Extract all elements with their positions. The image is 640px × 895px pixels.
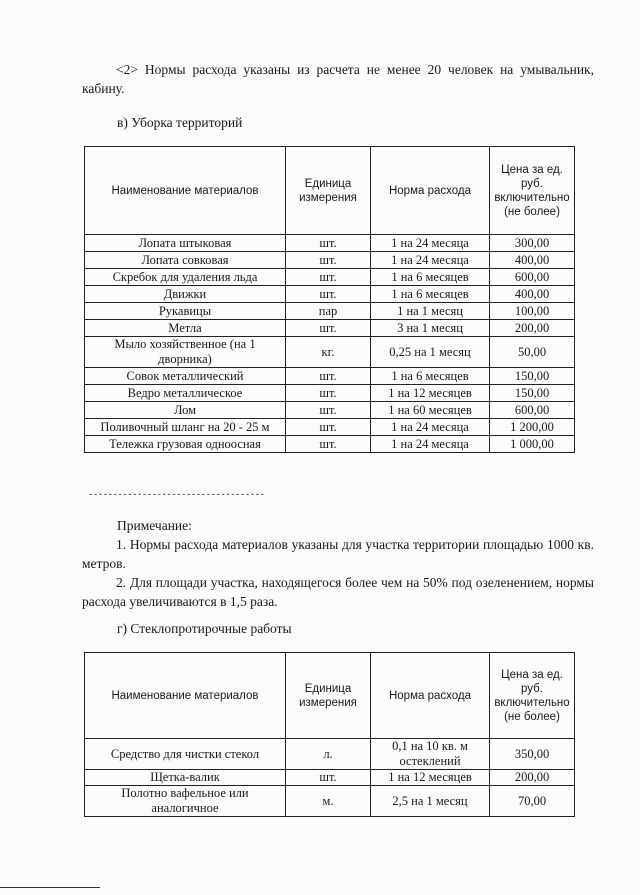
col-header-material: Наименование материалов: [85, 147, 286, 235]
cell-price: 300,00: [490, 235, 575, 252]
cell-unit: шт.: [286, 320, 371, 337]
cell-material: Скребок для удаления льда: [85, 269, 286, 286]
cell-price: 1 200,00: [490, 419, 575, 436]
section-g-heading: г) Стеклопротирочные работы: [117, 621, 292, 636]
cell-price: 350,00: [490, 739, 575, 770]
col-header-rate: Норма расхода: [371, 147, 490, 235]
cell-price: 600,00: [490, 269, 575, 286]
table-row: [85, 286, 575, 303]
cell-material: Лопата совковая: [85, 252, 286, 269]
cell-rate: 2,5 на 1 месяц: [371, 786, 490, 817]
cell-material: Лопата штыковая: [85, 235, 286, 252]
note-item-1: 1. Нормы расхода материалов указаны для участка территории площадью 1000 кв. метров.: [82, 537, 594, 571]
table-row: [85, 739, 575, 770]
cell-price: 400,00: [490, 252, 575, 269]
col-header-rate: Норма расхода: [371, 653, 490, 739]
table-body: [85, 235, 575, 453]
cell-price: 200,00: [490, 320, 575, 337]
table-row: [85, 303, 575, 320]
cell-rate: 1 на 12 месяцев: [371, 385, 490, 402]
table-row: [85, 436, 575, 453]
cell-rate: 0,1 на 10 кв. м остеклений: [371, 739, 490, 770]
note-title: Примечание:: [117, 518, 192, 533]
cell-unit: шт.: [286, 368, 371, 385]
cell-material: Лом: [85, 402, 286, 419]
cell-unit: шт.: [286, 235, 371, 252]
cell-price: 600,00: [490, 402, 575, 419]
cell-material: Полотно вафельное или аналогичное: [85, 786, 286, 817]
col-header-price: Цена за ед. руб. включительно (не более): [490, 653, 575, 739]
table-row: [85, 770, 575, 786]
cell-unit: шт.: [286, 402, 371, 419]
cell-price: 200,00: [490, 770, 575, 786]
col-header-material: Наименование материалов: [85, 653, 286, 739]
cell-material: Ведро металлическое: [85, 385, 286, 402]
section-b-heading: в) Уборка территорий: [117, 115, 243, 130]
cell-unit: шт.: [286, 419, 371, 436]
cell-price: 150,00: [490, 385, 575, 402]
table-row: [85, 419, 575, 436]
cell-price: 400,00: [490, 286, 575, 303]
cell-rate: 3 на 1 месяц: [371, 320, 490, 337]
col-header-unit: Единица измерения: [286, 147, 371, 235]
cell-rate: 1 на 24 месяца: [371, 436, 490, 453]
cell-rate: 1 на 6 месяцев: [371, 286, 490, 303]
table-row: [85, 269, 575, 286]
cell-material: Совок металлический: [85, 368, 286, 385]
cell-unit: м.: [286, 786, 371, 817]
cell-material: Средство для чистки стекол: [85, 739, 286, 770]
cell-material: Мыло хозяйственное (на 1 дворника): [85, 337, 286, 368]
col-header-unit: Единица измерения: [286, 653, 371, 739]
cell-unit: шт.: [286, 269, 371, 286]
cell-material: Метла: [85, 320, 286, 337]
cell-rate: 1 на 24 месяца: [371, 235, 490, 252]
cell-unit: пар: [286, 303, 371, 320]
cell-rate: 1 на 6 месяцев: [371, 368, 490, 385]
cell-material: Поливочный шланг на 20 - 25 м: [85, 419, 286, 436]
cell-unit: шт.: [286, 252, 371, 269]
col-header-price: Цена за ед. руб. включительно (не более): [490, 147, 575, 235]
cell-material: Движки: [85, 286, 286, 303]
table-row: [85, 320, 575, 337]
cell-price: 150,00: [490, 368, 575, 385]
cell-rate: 1 на 1 месяц: [371, 303, 490, 320]
cell-unit: шт.: [286, 286, 371, 303]
cell-rate: 1 на 6 месяцев: [371, 269, 490, 286]
cell-material: Рукавицы: [85, 303, 286, 320]
glass-cleaning-table: [84, 652, 575, 817]
cell-rate: 1 на 24 месяца: [371, 419, 490, 436]
table-body: [85, 739, 575, 817]
cell-price: 50,00: [490, 337, 575, 368]
cell-unit: кг.: [286, 337, 371, 368]
cell-price: 70,00: [490, 786, 575, 817]
cell-material: Тележка грузовая одноосная: [85, 436, 286, 453]
table-header-row: [85, 653, 575, 739]
cell-price: 100,00: [490, 303, 575, 320]
table-row: [85, 368, 575, 385]
separator-line: ------------------------------------: [88, 490, 265, 500]
table-row: [85, 337, 575, 368]
cell-rate: 0,25 на 1 месяц: [371, 337, 490, 368]
note-item-2: 2. Для площади участка, находящегося более чем на 50% под озеленением, нормы расхода увеличиваются в 1,5 раза.: [82, 575, 594, 609]
cell-rate: 1 на 24 месяца: [371, 252, 490, 269]
footnote-text: <2> Нормы расхода указаны из расчета не менее 20 человек на умывальник, кабину.: [82, 62, 594, 96]
cell-unit: шт.: [286, 385, 371, 402]
table-row: [85, 235, 575, 252]
table-row: [85, 252, 575, 269]
cell-unit: шт.: [286, 436, 371, 453]
territory-cleaning-table: [84, 146, 575, 453]
table-row: [85, 385, 575, 402]
footer-rule: [0, 887, 100, 888]
cell-unit: шт.: [286, 770, 371, 786]
table-row: [85, 786, 575, 817]
cell-unit: л.: [286, 739, 371, 770]
cell-rate: 1 на 12 месяцев: [371, 770, 490, 786]
table-header-row: [85, 147, 575, 235]
cell-material: Щетка-валик: [85, 770, 286, 786]
cell-rate: 1 на 60 месяцев: [371, 402, 490, 419]
table-row: [85, 402, 575, 419]
cell-price: 1 000,00: [490, 436, 575, 453]
